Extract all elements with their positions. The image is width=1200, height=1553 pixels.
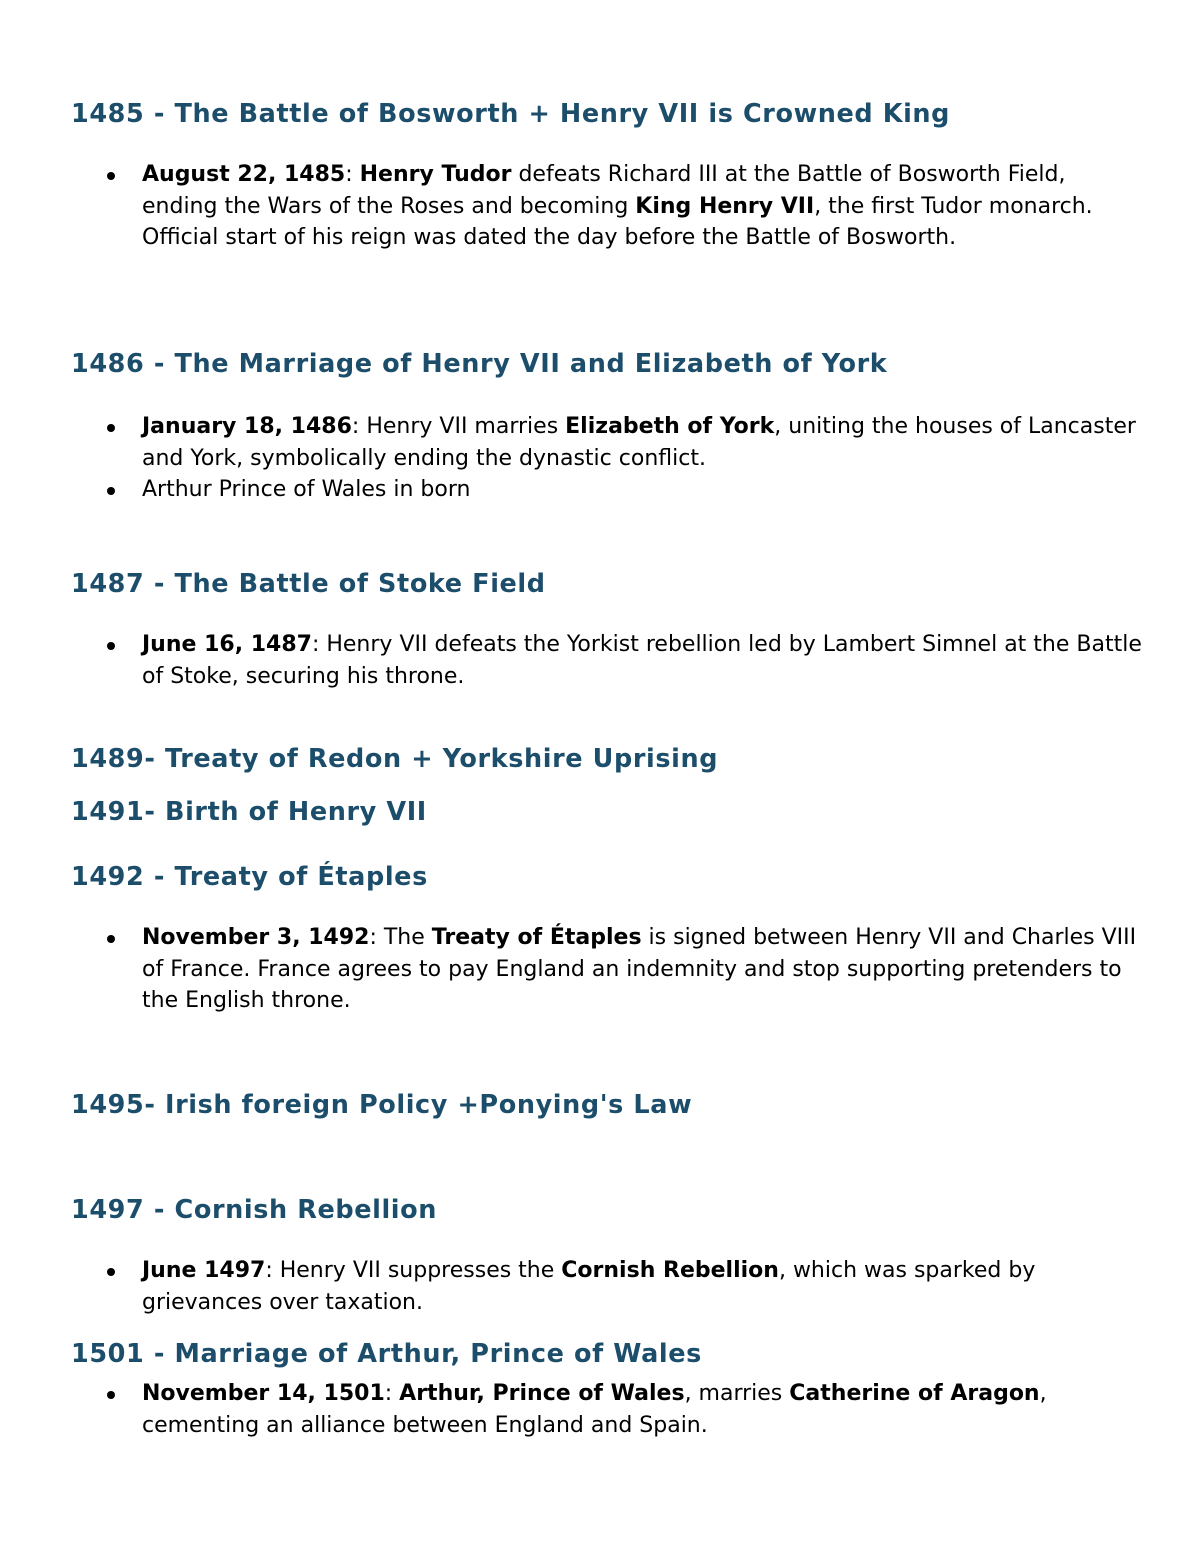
event-date: August 22, 1485 [142,162,346,187]
section-heading: 1487 - The Battle of Stoke Field [71,569,546,599]
bold-text: Elizabeth of York [565,414,775,439]
bullet-item [71,922,1142,1017]
section-heading: 1501 - Marriage of Arthur, Prince of Wales [71,1339,702,1369]
text: : [384,1381,400,1406]
event-date: January 18, 1486 [142,414,352,439]
bold-text: King Henry VII [635,193,815,219]
bullet-list [71,629,1151,692]
section-1492 [71,860,1151,1017]
text: , which was sparked by grievances over taxation. [142,1258,1036,1315]
bullet-dot-icon [107,487,115,495]
text: : Henry VII defeats the Yorkist rebellion led by Lambert Simnel at the Battle of Stoke, securing his throne. [142,632,1142,689]
section-heading: 1497 - Cornish Rebellion [71,1195,437,1225]
bullet-list [71,411,1151,506]
section-1491 [71,795,1151,829]
section-heading: 1492 - Treaty of Étaples [71,862,428,892]
bullet-dot-icon [107,1268,115,1276]
bullet-dot-icon [107,172,115,180]
section-1501 [71,1337,1151,1441]
text: , marries [684,1381,790,1406]
bold-text: Cornish Rebellion [561,1258,779,1283]
bullet-list [71,1378,1151,1441]
text: , the first Tudor monarch. Official start of his reign was dated the day before the Battle of Bosworth. [142,193,1093,251]
bullet-item [71,474,1142,506]
text: : Henry VII marries [351,414,566,439]
event-date: November 14, 1501 [142,1381,385,1406]
section-heading: 1486 - The Marriage of Henry VII and Elizabeth of York [71,349,888,379]
section-1497 [71,1193,1151,1318]
section-1485 [71,97,1151,254]
event-date: June 1497 [142,1258,266,1283]
section-1495 [71,1088,1151,1122]
bold-text: Catherine of Aragon [789,1381,1040,1406]
section-1489 [71,742,1151,776]
bullet-list [71,159,1151,254]
text: : [345,162,360,187]
section-1487 [71,567,1151,692]
text: is signed between Henry VII and Charles VIII of France. France agrees to pay England an indemnity and stop supporting pretenders to the English throne. [142,925,1137,1014]
event-date: June 16, 1487 [142,632,312,657]
text: Arthur Prince of Wales in born [142,477,471,503]
bold-text: Treaty of Étaples [431,925,642,950]
section-heading: 1485 - The Battle of Bosworth + Henry VII is Crowned King [71,99,951,129]
text: : The [369,925,432,950]
bullet-dot-icon [107,424,115,432]
section-1486 [71,347,1151,506]
bullet-item [71,1378,1142,1441]
bullet-dot-icon [107,642,115,650]
bullet-list [71,922,1151,1017]
bullet-item [71,629,1142,692]
bullet-item [71,1255,1142,1318]
section-heading: 1495- Irish foreign Policy +Ponying's Law [71,1090,693,1120]
section-heading: 1489- Treaty of Redon + Yorkshire Uprising [71,744,719,774]
bold-text: Henry Tudor [359,162,512,187]
text: , cementing an alliance between England and Spain. [142,1381,1047,1438]
bullet-item [71,159,1142,254]
bullet-list [71,1255,1151,1318]
bullet-dot-icon [107,935,115,943]
text: , uniting the houses of Lancaster and York, symbolically ending the dynastic conflict. [142,414,1136,471]
text: defeats Richard III at the Battle of Bosworth Field, ending the Wars of the Roses and becoming [142,162,1066,219]
bold-text: Arthur, Prince of Wales [399,1381,685,1406]
text: : Henry VII suppresses the [265,1258,562,1283]
event-date: November 3, 1492 [142,925,370,950]
bullet-dot-icon [107,1391,115,1399]
section-heading: 1491- Birth of Henry VII [71,797,427,827]
bullet-item [71,411,1142,474]
